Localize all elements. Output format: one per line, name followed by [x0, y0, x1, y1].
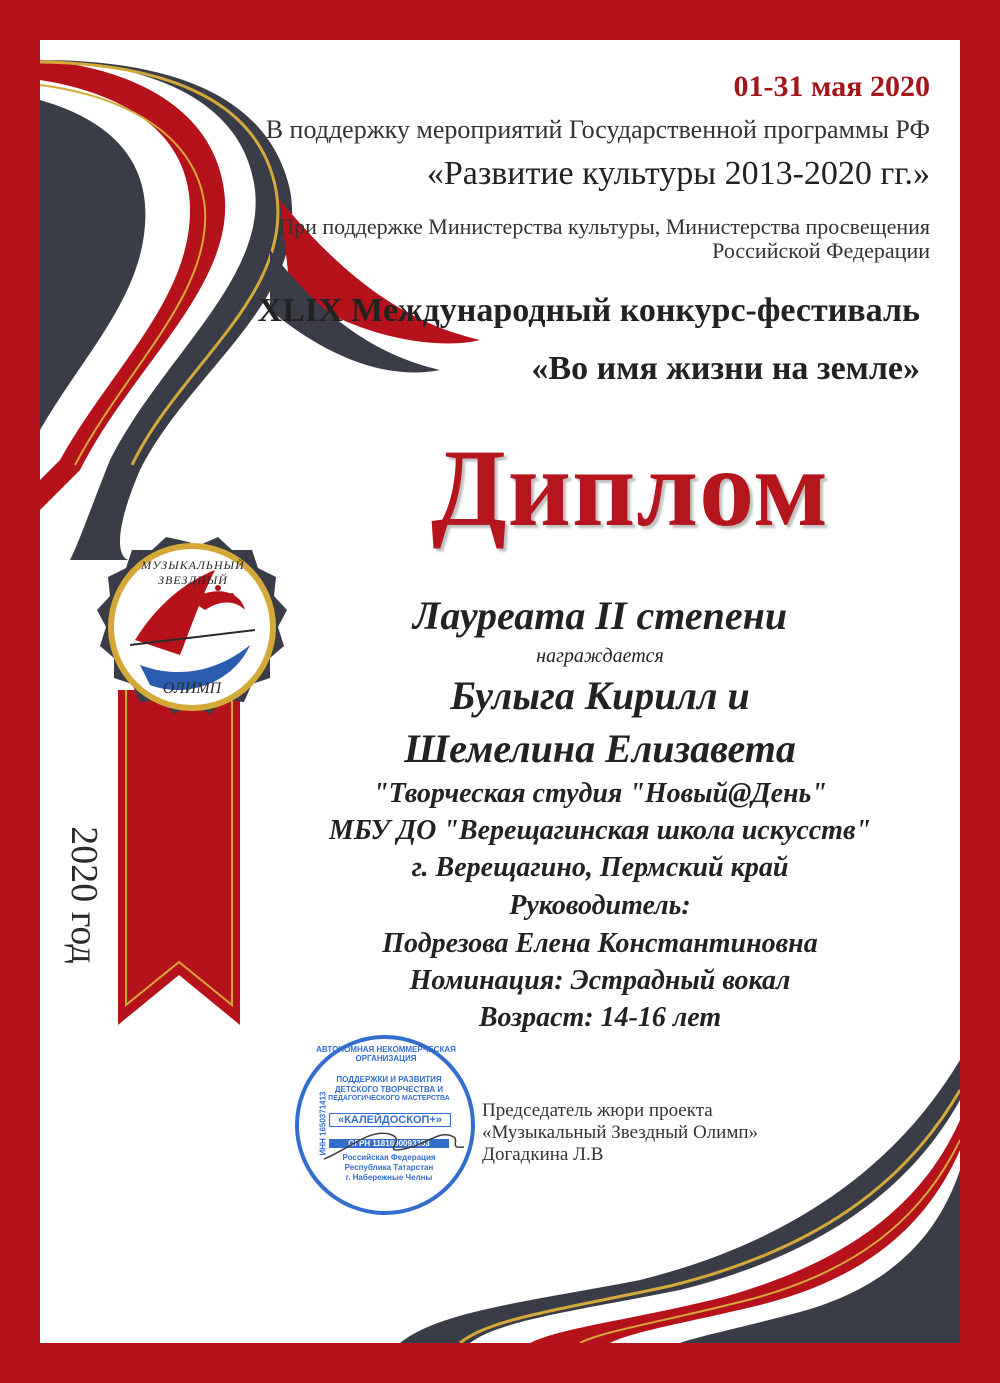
school-name: МБУ ДО "Верещагинская школа искусств"	[328, 815, 872, 846]
recipient-name-line-2: Шемелина Елизавета	[404, 726, 796, 771]
handwritten-signature	[319, 1109, 469, 1169]
organization-stamp	[295, 1035, 475, 1215]
city: г. Верещагино, Пермский край	[411, 852, 789, 883]
contest-name: XLIX Международный конкурс-фестиваль	[257, 292, 920, 329]
stamp-inn: ИНН 1650371413	[318, 1091, 328, 1156]
program-title: «Развитие культуры 2013-2020 гг.»	[426, 155, 930, 192]
stamp-ogrn: ОГРН 1181690093353	[329, 1139, 449, 1148]
nomination: Номинация: Эстрадный вокал	[409, 965, 791, 996]
stamp-address-2: Республика Татарстан	[344, 1163, 434, 1172]
emblem-bottom-text: ОЛИМП	[162, 680, 222, 697]
diploma-sheet	[40, 40, 960, 1343]
signature-line-2: «Музыкальный Звездный Олимп»	[482, 1122, 759, 1143]
stamp-line-2: ДЕТСКОГО ТВОРЧЕСТВА И	[334, 1085, 444, 1094]
support-line: В поддержку мероприятий Государственной программы РФ	[265, 115, 930, 144]
ministry-line-2: Российской Федерации	[712, 238, 930, 263]
recipient-name-line-1: Булыга Кирилл и	[450, 673, 750, 718]
jury-chair-signature	[482, 1100, 758, 1166]
ministry-line-1: При поддержке Министерства культуры, Министерства просвещения	[278, 214, 930, 239]
award-degree: Лауреата II степени	[412, 593, 788, 638]
stamp-address-3: г. Набережные Челны	[345, 1173, 433, 1182]
studio-name: "Творческая студия "Новый@День"	[373, 778, 827, 809]
signature-line-3: Догадкина Л.В	[482, 1144, 604, 1165]
leader-name: Подрезова Елена Константиновна	[382, 928, 818, 959]
ribbon-year: 2020 год	[63, 826, 105, 964]
stamp-line-1: ПОДДЕРЖКИ И РАЗВИТИЯ	[336, 1075, 442, 1084]
stamp-address-1: Российская Федерация	[342, 1153, 436, 1162]
festival-title: «Во имя жизни на земле»	[531, 350, 920, 387]
stamp-org-name: «КАЛЕЙДОСКОП+»	[329, 1113, 451, 1127]
diploma-title: Диплом	[431, 427, 829, 549]
age-group: Возраст: 14-16 лет	[478, 1002, 722, 1033]
signature-line-1: Председатель жюри проекта	[482, 1100, 713, 1121]
emblem-top-text: МУЗЫКАЛЬНЫЙ ЗВЕЗДНЫЙ	[141, 558, 245, 587]
event-dates: 01-31 мая 2020	[733, 70, 930, 103]
ministry-support	[130, 215, 930, 263]
leader-label: Руководитель:	[509, 890, 691, 921]
awarded-label: награждается	[536, 645, 664, 667]
stamp-line-3: ПЕДАГОГИЧЕСКОГО МАСТЕРСТВА	[328, 1095, 450, 1102]
stamp-outer-text: АВТОНОМНАЯ НЕКОММЕРЧЕСКАЯ ОРГАНИЗАЦИЯ	[316, 1045, 456, 1063]
